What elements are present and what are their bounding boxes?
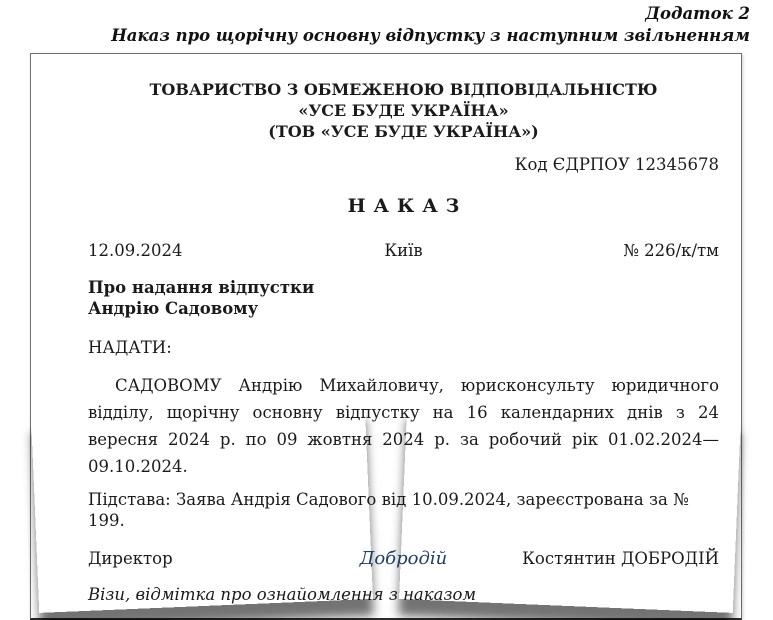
order-date: 12.09.2024 [88,241,183,260]
company-name-line1: ТОВАРИСТВО З ОБМЕЖЕНОЮ ВІДПОВІДАЛЬНІСТЮ [149,80,658,99]
order-subject-line2: Андрію Садовому [88,299,259,318]
footer-note: Візи, відмітка про ознайомлення з наказом [88,585,477,604]
signer-name: Костянтин ДОБРОДІЙ [522,549,719,568]
signature-script: Добродій [359,548,448,569]
order-meta-row [88,241,719,260]
company-name-block [88,79,719,142]
order-subject [88,277,719,319]
annex-number: Додаток 2 [645,4,750,23]
annex-title: Наказ про щорічну основну відпустку з наступним звільненням [111,26,750,45]
directive-word: НАДАТИ: [88,338,172,357]
annex-header [0,3,750,47]
order-body-paragraph: САДОВОМУ Андрію Михайловичу, юрисконсульту юридичного відділу, щорічну основну відпустку на 16 календарних днів з 24 вересня 2024 р. по 09 жовтня 2024 р. за робочий рік 01.02.2024—09.10.2024. [88,376,719,476]
order-number: № 226/к/тм [623,241,719,260]
edrpou-code: Код ЄДРПОУ 12345678 [514,155,719,174]
order-document-sheet [30,53,742,620]
company-name-line2: «УСЕ БУДЕ УКРАЇНА» [298,101,509,120]
basis-line: Підстава: Заява Андрія Садового від 10.09.2024, зареєстрована за № 199. [88,490,689,530]
order-city: Київ [384,241,423,260]
company-name-line3: (ТОВ «УСЕ БУДЕ УКРАЇНА») [268,122,539,141]
order-subject-line1: Про надання відпустки [88,278,315,297]
signer-position: Директор [88,549,173,568]
signature-row [88,548,719,569]
document-title: НАКАЗ [347,195,468,217]
